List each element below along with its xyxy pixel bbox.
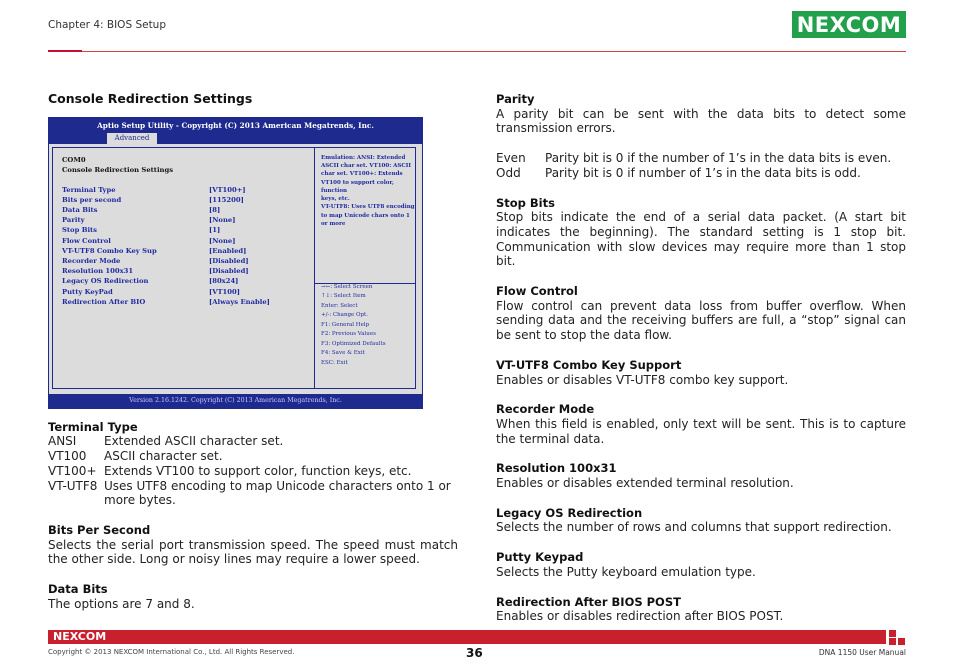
bios-setting-label: Resolution 100x31: [62, 267, 134, 276]
bios-key-line: F3: Optimized Defaults: [321, 340, 386, 347]
bios-setting-value: [Enabled]: [209, 246, 247, 255]
bios-setting-row: [62, 185, 246, 195]
bios-setting-value: [Disabled]: [209, 267, 249, 276]
bios-key-line: F1: General Help: [321, 321, 370, 328]
resolution-heading: Resolution 100x31: [496, 461, 617, 476]
parity-definitions: [496, 151, 906, 180]
bios-setting-label: Bits per second: [62, 195, 122, 204]
bios-setting-row: [62, 266, 249, 276]
terminal-type-definitions: [48, 434, 458, 508]
bios-screenshot: [48, 117, 423, 409]
definition-term: VT100+: [48, 463, 97, 478]
bios-setting-row: [62, 195, 244, 205]
bios-setting-label: Data Bits: [62, 206, 98, 215]
bios-settings-list: [62, 185, 270, 307]
redirection-after-text: Enables or disables redirection after BIOS POST.: [496, 609, 784, 624]
bios-setting-label: Stop Bits: [62, 226, 97, 235]
bios-key-line: F4: Save & Exit: [321, 350, 365, 357]
bios-help-line: or more: [321, 221, 346, 228]
bios-help-line: char set. VT100+: Extends: [321, 171, 403, 178]
definition-term: ANSI: [48, 434, 77, 449]
bios-setting-row: [62, 256, 249, 266]
definition-desc: Uses UTF8 encoding to map Unicode characters onto 1 or more bytes.: [104, 478, 451, 508]
bios-key-line: →←: Select Screen: [321, 283, 373, 290]
bios-help-line: keys, etc.: [321, 196, 350, 203]
right-column: [496, 92, 906, 624]
putty-keypad-heading: Putty Keypad: [496, 550, 584, 565]
resolution-text: Enables or disables extended terminal resolution.: [496, 476, 794, 491]
section-title: Console Redirection Settings: [48, 91, 253, 106]
bios-setting-value: [80x24]: [209, 277, 239, 286]
bios-key-line: ESC: Exit: [321, 359, 348, 366]
definition-term: VT100: [48, 449, 87, 464]
bios-divider: [314, 147, 315, 389]
definition-term: Odd: [496, 165, 521, 180]
footer-square: [898, 638, 905, 645]
footer-square: [889, 630, 896, 637]
data-bits-text: The options are 7 and 8.: [48, 596, 195, 611]
bios-setting-row: [62, 215, 236, 225]
bios-footer: Version 2.16.1242. Copyright (C) 2013 American Megatrends, Inc.: [49, 394, 422, 408]
terminal-type-heading: Terminal Type: [48, 419, 138, 434]
bios-help-line: VT-UTF8: Uses UTF8 encoding: [321, 204, 415, 211]
bios-help-line: Emulation: ANSI: Extended: [321, 154, 406, 161]
recorder-mode-text: When this field is enabled, only text will be sent. This is to capture the terminal data.: [496, 416, 906, 446]
putty-keypad-text: Selects the Putty keyboard emulation type.: [496, 564, 756, 579]
definition-term: Even: [496, 151, 526, 166]
footer-logo: NEXCOM: [53, 630, 107, 643]
footer-square: [889, 638, 896, 645]
bios-setting-row: [62, 225, 221, 235]
bits-per-second-text: Selects the serial port transmission speed. The speed must match the other side. Long or noisy lines may require a lower speed.: [48, 537, 458, 567]
header-rule-accent: [48, 50, 82, 52]
bios-setting-value: [8]: [209, 206, 221, 215]
definition-desc: Extended ASCII character set.: [104, 434, 284, 449]
stop-bits-text: Stop bits indicate the end of a serial data packet. (A start bit indicates the beginning). The standard setting is 1 stop bit. Communication with slow devices may require more than 1 stop bit.: [496, 210, 906, 269]
bios-com0-header: [62, 155, 173, 175]
page-number: 36: [466, 646, 483, 660]
bios-setting-value: [VT100+]: [209, 185, 246, 194]
bios-setting-value: [Disabled]: [209, 257, 249, 266]
bios-help-line: ASCII char set. VT100: ASCII: [321, 163, 411, 169]
bios-tab-bar: [49, 133, 422, 144]
bits-per-second-heading: Bits Per Second: [48, 522, 151, 537]
left-column: [48, 92, 458, 611]
recorder-mode-heading: Recorder Mode: [496, 402, 595, 417]
bios-setting-row: [62, 236, 236, 246]
bios-com0: COM0: [62, 155, 86, 164]
stop-bits-heading: Stop Bits: [496, 195, 555, 210]
bios-title: Aptio Setup Utility - Copyright (C) 2013 American Megatrends, Inc.: [49, 118, 422, 133]
bios-subtitle: Console Redirection Settings: [62, 165, 174, 174]
bios-help-line: VT100 to support color, function: [321, 179, 394, 194]
bios-setting-label: VT-UTF8 Combo Key Sup: [62, 246, 157, 255]
legacy-os-text: Selects the number of rows and columns that support redirection.: [496, 520, 892, 535]
redirection-after-heading: Redirection After BIOS POST: [496, 594, 681, 609]
bios-key-line: Enter: Select: [321, 302, 358, 309]
definition-desc: Parity bit is 0 if number of 1’s in the data bits is odd.: [545, 165, 861, 180]
bios-help-text: [321, 154, 415, 229]
bios-key-line: +/-: Change Opt.: [321, 312, 369, 319]
bios-key-line: ↑↓: Select Item: [321, 293, 366, 300]
bios-key-legend: [321, 283, 386, 369]
manual-name: DNA 1150 User Manual: [818, 648, 906, 657]
chapter-label: Chapter 4: BIOS Setup: [48, 19, 167, 31]
bios-setting-value: [None]: [209, 236, 236, 245]
definition-term: VT-UTF8: [48, 478, 98, 493]
data-bits-heading: Data Bits: [48, 582, 108, 597]
bios-setting-label: Recorder Mode: [62, 257, 121, 266]
bios-setting-row: [62, 276, 239, 286]
logo-text: NEXCOM: [796, 12, 902, 37]
bios-setting-label: Putty KeyPad: [62, 287, 113, 296]
bios-help-line: to map Unicode chars onto 1: [321, 212, 410, 219]
bios-setting-value: [Always Enable]: [209, 297, 270, 306]
bios-key-line: F2: Previous Values: [321, 331, 376, 338]
parity-heading: Parity: [496, 92, 535, 106]
flow-control-text: Flow control can prevent data loss from buffer overflow. When sending data and the receiving buffers are full, a “stop” signal can be sent to stop the data flow.: [496, 298, 906, 343]
bios-setting-label: Parity: [62, 216, 85, 225]
bios-setting-row: [62, 246, 247, 256]
bios-setting-value: [1]: [209, 226, 221, 235]
parity-text: A parity bit can be sent with the data bits to detect some transmission errors.: [496, 106, 906, 136]
vt-utf8-text: Enables or disables VT-UTF8 combo key support.: [496, 372, 789, 387]
bios-setting-label: Legacy OS Redirection: [62, 277, 149, 286]
bios-setting-label: Terminal Type: [62, 185, 116, 194]
bios-setting-row: [62, 297, 270, 307]
flow-control-heading: Flow Control: [496, 284, 578, 299]
bios-setting-value: [VT100]: [209, 287, 240, 296]
legacy-os-heading: Legacy OS Redirection: [496, 505, 643, 520]
bios-setting-row: [62, 205, 221, 215]
bios-setting-row: [62, 287, 240, 297]
definition-desc: Parity bit is 0 if the number of 1’s in the data bits is even.: [545, 151, 892, 166]
bios-setting-label: Redirection After BIO: [62, 297, 146, 306]
footer-bar: [48, 630, 886, 644]
bios-setting-value: [None]: [209, 216, 236, 225]
copyright: Copyright © 2013 NEXCOM International Co., Ltd. All Rights Reserved.: [48, 648, 295, 656]
definition-desc: Extends VT100 to support color, function keys, etc.: [104, 463, 412, 478]
bios-setting-value: [115200]: [209, 195, 244, 204]
definition-desc: ASCII character set.: [104, 449, 223, 464]
bios-tab-advanced: Advanced: [107, 133, 157, 144]
bios-setting-label: Flow Control: [62, 236, 111, 245]
nexcom-logo: [792, 11, 906, 38]
vt-utf8-heading: VT-UTF8 Combo Key Support: [496, 357, 682, 372]
header-rule: [82, 51, 906, 52]
